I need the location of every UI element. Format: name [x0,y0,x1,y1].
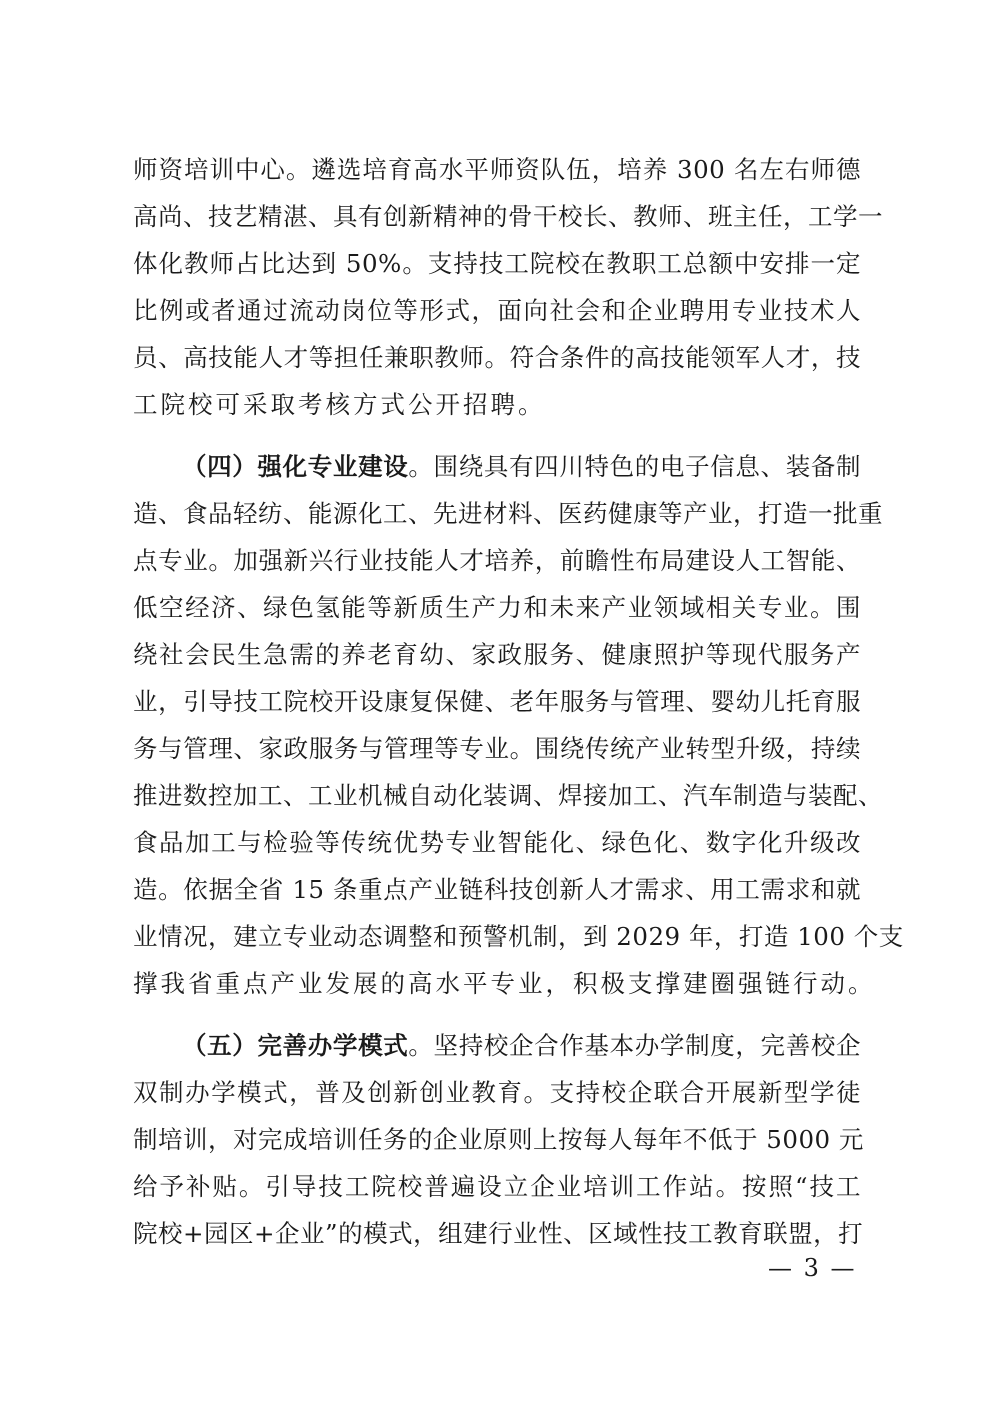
paragraph-3-line-4: 给予补贴。引导技工院校普遍设立企业培训工作站。按照“技工 [133,1172,861,1201]
paragraph-1-line-1: 师资培训中心。遴选培育高水平师资队伍，培养 300 名左右师德 [133,155,861,184]
paragraph-1-line-5: 员、高技能人才等担任兼职教师。符合条件的高技能领军人才，技 [133,343,861,372]
paragraph-2-line-3: 点专业。加强新兴行业技能人才培养，前瞻性布局建设人工智能、 [133,546,861,575]
paragraph-3-line-1 [182,1026,861,1066]
paragraph-3-line-5: 院校+园区+企业”的模式，组建行业性、区域性技工教育联盟，打 [133,1219,864,1248]
paragraph-2-line-4: 低空经济、绿色氢能等新质生产力和未来产业领域相关专业。围 [133,593,861,622]
paragraph-2-line-11: 业情况，建立专业动态调整和预警机制，到 2029 年，打造 100 个支 [133,922,904,951]
paragraph-2-line-12: 撑我省重点产业发展的高水平专业，积极支撑建圈强链行动。 [133,969,876,998]
paragraph-1-line-4: 比例或者通过流动岗位等形式，面向社会和企业聘用专业技术人 [133,296,861,325]
paragraph-3-line-1-text: 。坚持校企合作基本办学制度，完善校企 [408,1031,862,1060]
paragraph-1-line-2: 高尚、技艺精湛、具有创新精神的骨干校长、教师、班主任，工学一 [133,202,883,231]
paragraph-3-line-2: 双制办学模式，普及创新创业教育。支持校企联合开展新型学徒 [133,1078,861,1107]
paragraph-2-line-9: 食品加工与检验等传统优势专业智能化、绿色化、数字化升级改 [133,828,861,857]
paragraph-1-line-3: 体化教师占比达到 50%。支持技工院校在教职工总额中安排一定 [133,249,861,278]
section-heading-4: （四）强化专业建设 [182,452,409,481]
paragraph-2-line-1-text: 。围绕具有四川特色的电子信息、装备制 [408,452,862,481]
paragraph-2-line-7: 务与管理、家政服务与管理等专业。围绕传统产业转型升级，持续 [133,734,861,763]
paragraph-1-line-6: 工院校可采取考核方式公开招聘。 [133,390,546,419]
paragraph-2-line-8: 推进数控加工、工业机械自动化装调、焊接加工、汽车制造与装配、 [133,781,883,810]
page-number: — 3 — [768,1254,857,1282]
paragraph-3-line-3: 制培训，对完成培训任务的企业原则上按每人每年不低于 5000 元 [133,1125,864,1154]
paragraph-2-line-1 [182,447,861,487]
paragraph-2-line-5: 绕社会民生急需的养老育幼、家政服务、健康照护等现代服务产 [133,640,861,669]
paragraph-2-line-2: 造、食品轻纺、能源化工、先进材料、医药健康等产业，打造一批重 [133,499,883,528]
section-heading-5: （五）完善办学模式 [182,1031,409,1060]
paragraph-2-line-10: 造。依据全省 15 条重点产业链科技创新人才需求、用工需求和就 [133,875,861,904]
paragraph-2-line-6: 业，引导技工院校开设康复保健、老年服务与管理、婴幼儿托育服 [133,687,861,716]
